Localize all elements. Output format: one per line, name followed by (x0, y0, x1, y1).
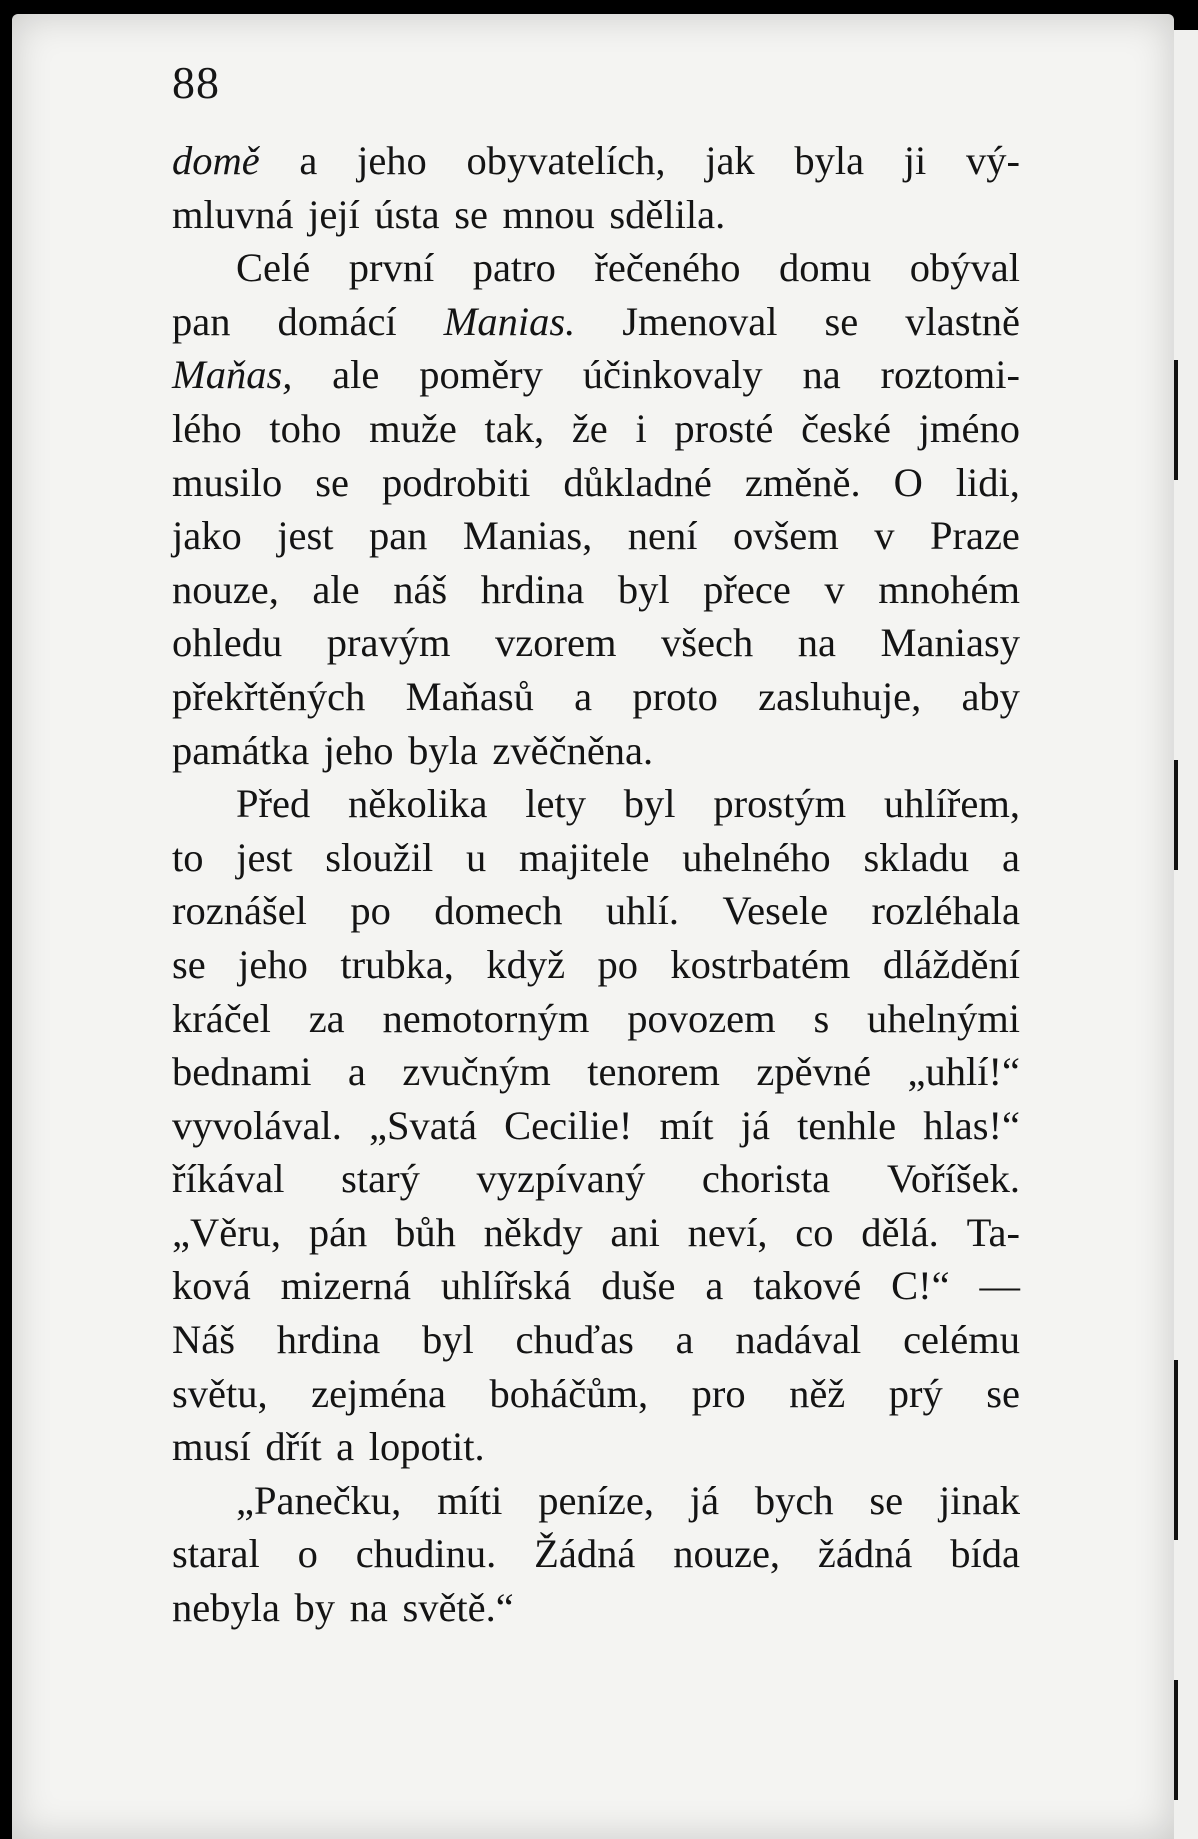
word: jeho (238, 941, 308, 987)
word: vlastně (905, 298, 1020, 344)
word: Vesele (722, 888, 829, 934)
word: a (705, 1263, 724, 1309)
word: lého (172, 405, 242, 451)
word: C!“ (891, 1263, 950, 1309)
word: lidi, (955, 459, 1020, 505)
edge-mark (1174, 760, 1178, 870)
word: zasluhuje, (758, 673, 922, 719)
word: uhelného (682, 834, 831, 880)
word: byla (794, 138, 865, 183)
word: řečeného (594, 245, 741, 291)
word: byl (421, 1317, 474, 1363)
text-line (172, 1206, 1020, 1260)
word: vyvolával. (172, 1102, 342, 1148)
word: muže (369, 405, 457, 451)
word: ale (312, 566, 360, 612)
word: co (795, 1209, 834, 1255)
word: říkával (172, 1156, 285, 1202)
word: tak, (484, 405, 545, 451)
word: prý (888, 1370, 943, 1416)
word: se (172, 941, 206, 987)
word: skladu (863, 834, 970, 880)
word: uhlí. (605, 888, 680, 934)
word: hrdina (480, 566, 585, 612)
word: jeho (323, 727, 394, 773)
word: prosté (674, 405, 774, 451)
text-line (172, 1367, 1020, 1421)
word: chudinu. (355, 1531, 497, 1577)
text-line (172, 241, 1020, 295)
word: hlas!“ (923, 1102, 1020, 1148)
word: Žádná (534, 1531, 636, 1577)
word: chorista (701, 1156, 831, 1202)
word: a (299, 138, 318, 183)
word: rozléhala (871, 888, 1020, 934)
word: za (308, 995, 345, 1041)
word: toho (269, 405, 342, 451)
word: pán (308, 1209, 368, 1255)
word: domě (172, 138, 260, 183)
word: mít (659, 1102, 714, 1148)
word: Maňasů (405, 673, 534, 719)
word: někdy (483, 1209, 583, 1255)
word: všech (661, 620, 754, 666)
word: a (1001, 834, 1020, 880)
word: Voříšek. (886, 1156, 1020, 1202)
word: ji (903, 138, 927, 183)
word: se (454, 191, 488, 237)
word: s (813, 995, 830, 1041)
word: „Svatá (369, 1102, 477, 1148)
word: já (689, 1477, 720, 1523)
word: nemotorným (382, 995, 590, 1041)
word: pan (172, 298, 231, 344)
word: účinkovaly (582, 352, 763, 398)
word: pro (691, 1370, 746, 1416)
word: povozem (627, 995, 776, 1041)
text-line (172, 295, 1020, 349)
text-line (172, 1313, 1020, 1367)
text-line (172, 992, 1020, 1046)
word: uhlířská (440, 1263, 572, 1309)
word: zvučným (402, 1049, 551, 1095)
word: domech (434, 888, 563, 934)
word: a (347, 1049, 366, 1095)
word: byl (617, 566, 670, 612)
word: a (574, 673, 593, 719)
word: staral (172, 1531, 260, 1577)
word: důkladné (563, 459, 712, 505)
word: tenhle (797, 1102, 897, 1148)
word: Maňas, (172, 352, 293, 398)
word: dělá. (861, 1209, 939, 1255)
word: Maniasy (880, 620, 1020, 666)
word: se (824, 298, 859, 344)
word: památka (172, 727, 310, 773)
word: dřít (265, 1424, 322, 1470)
word: ohledu (172, 620, 283, 666)
word: zejména (311, 1370, 447, 1416)
word: se (315, 459, 349, 505)
word: Náš (172, 1317, 235, 1363)
word: to (172, 834, 204, 880)
word: podrobiti (381, 459, 531, 505)
word: domu (779, 245, 872, 291)
edge-mark (1174, 1360, 1178, 1540)
word: takové (753, 1263, 862, 1309)
word: „Panečku, (236, 1477, 402, 1523)
word: nadával (735, 1317, 862, 1363)
word: u (466, 834, 487, 880)
text-line (172, 831, 1020, 885)
word: bych (754, 1477, 834, 1523)
word: hrdina (276, 1317, 381, 1363)
word: ani (610, 1209, 660, 1255)
word: „uhlí!“ (907, 1049, 1020, 1095)
word: domácí (277, 298, 397, 344)
word: lety (525, 781, 587, 827)
word: boháčům, (489, 1370, 649, 1416)
word: trubka, (340, 941, 454, 987)
word: vyzpívaný (476, 1156, 646, 1202)
word: poměry (419, 352, 543, 398)
word: roztomi- (880, 352, 1020, 398)
word: kráčel (172, 995, 271, 1041)
word: pan (368, 513, 428, 559)
word: ková (172, 1263, 251, 1309)
word: jeho (357, 138, 427, 183)
word: peníze, (538, 1477, 655, 1523)
body-text (172, 134, 1020, 1635)
word: zvěčněna. (492, 727, 654, 773)
edge-mark (1174, 360, 1178, 480)
word: ústa (374, 191, 440, 237)
word: vzorem (495, 620, 617, 666)
word: roznášel (172, 888, 307, 934)
word: byla (408, 727, 478, 773)
word: sdělila. (609, 191, 726, 237)
word: jako (172, 513, 242, 559)
text-line (172, 456, 1020, 510)
word: na (349, 1585, 388, 1631)
text-line (172, 938, 1020, 992)
word: mluvná (172, 191, 294, 237)
text-line (172, 509, 1020, 563)
word: žádná (817, 1531, 913, 1577)
word: v (824, 566, 845, 612)
word: Cecilie! (504, 1102, 633, 1148)
word: po (597, 941, 638, 987)
text-line (172, 1581, 1020, 1635)
word: není (627, 513, 698, 559)
word: když (486, 941, 566, 987)
word: musí (172, 1424, 251, 1470)
text-line (172, 1527, 1020, 1581)
text-line (172, 1099, 1020, 1153)
word: že (571, 405, 608, 451)
text-line (172, 1152, 1020, 1206)
text-line (172, 670, 1020, 724)
word: světu, (172, 1370, 268, 1416)
word: bednami (172, 1049, 312, 1095)
word: chuďas (515, 1317, 634, 1363)
text-line (172, 188, 1020, 242)
word: patro (472, 245, 556, 291)
word: by (294, 1585, 336, 1631)
word: Před (236, 781, 311, 827)
word: jest (236, 834, 293, 880)
word: několika (348, 781, 488, 827)
word: O (893, 459, 923, 505)
text-line (172, 1259, 1020, 1313)
word: bůh (395, 1209, 456, 1255)
word: Manias, (462, 513, 593, 559)
word: neví, (687, 1209, 768, 1255)
word: změně. (744, 459, 861, 505)
word: Manias. (443, 298, 576, 344)
word: po (350, 888, 391, 934)
word: o (297, 1531, 318, 1577)
word: překřtěných (172, 673, 366, 719)
word: jméno (918, 405, 1020, 451)
word: dláždění (882, 941, 1020, 987)
text-line (172, 563, 1020, 617)
word: obýval (909, 245, 1020, 291)
word: nebyla (172, 1585, 280, 1631)
word: v (874, 513, 895, 559)
word: Praze (929, 513, 1020, 559)
edge-mark (1174, 1680, 1178, 1800)
word: „Věru, (172, 1209, 282, 1255)
word: mizerná (280, 1263, 412, 1309)
word: sloužil (325, 834, 434, 880)
word: Ta- (966, 1209, 1020, 1255)
word: mnohém (878, 566, 1020, 612)
word: pravým (326, 620, 451, 666)
word: musilo (172, 459, 283, 505)
word: na (802, 352, 841, 398)
word: jest (277, 513, 334, 559)
word: starý (341, 1156, 420, 1202)
word: míti (437, 1477, 503, 1523)
word: na (797, 620, 836, 666)
word: uhlířem, (883, 781, 1020, 827)
text-line (172, 884, 1020, 938)
word: byl (623, 781, 676, 827)
page-number: 88 (172, 57, 220, 108)
word: aby (961, 673, 1020, 719)
text-line (172, 134, 1020, 188)
text-line (172, 777, 1020, 831)
word: vý- (965, 138, 1020, 183)
word: nouze, (673, 1531, 781, 1577)
word: duše (601, 1263, 676, 1309)
text-line (172, 1474, 1020, 1528)
word: Jmenoval (622, 298, 778, 344)
word: ovšem (732, 513, 839, 559)
word: a (336, 1424, 355, 1470)
word: nouze, (172, 566, 279, 612)
word: její (308, 191, 360, 237)
text-line (172, 402, 1020, 456)
text-line (172, 348, 1020, 402)
word: přece (703, 566, 791, 612)
word: zpěvné (756, 1049, 872, 1095)
word: se (869, 1477, 904, 1523)
word: proto (632, 673, 718, 719)
word: obyvatelích, (466, 138, 666, 183)
word: lopotit. (368, 1424, 485, 1470)
word: prostým (713, 781, 847, 827)
word: se (986, 1370, 1020, 1416)
word: světě.“ (402, 1585, 514, 1631)
word: jinak (938, 1477, 1020, 1523)
word: mnou (502, 191, 595, 237)
word: české (801, 405, 892, 451)
word: tenorem (587, 1049, 720, 1095)
word: Celé (236, 245, 311, 291)
word: — (979, 1263, 1020, 1309)
word: náš (393, 566, 448, 612)
text-line (172, 616, 1020, 670)
word: majitele (519, 834, 650, 880)
word: něž (789, 1370, 846, 1416)
word: první (348, 245, 435, 291)
text-line (172, 1420, 1020, 1474)
word: celému (903, 1317, 1020, 1363)
word: a (675, 1317, 694, 1363)
word: bída (950, 1531, 1020, 1577)
word: uhelnými (867, 995, 1020, 1041)
word: i (635, 405, 647, 451)
text-line (172, 1045, 1020, 1099)
text-line (172, 724, 1020, 778)
word: jak (705, 138, 755, 183)
word: ale (332, 352, 380, 398)
word: já (740, 1102, 770, 1148)
word: kostrbatém (670, 941, 851, 987)
